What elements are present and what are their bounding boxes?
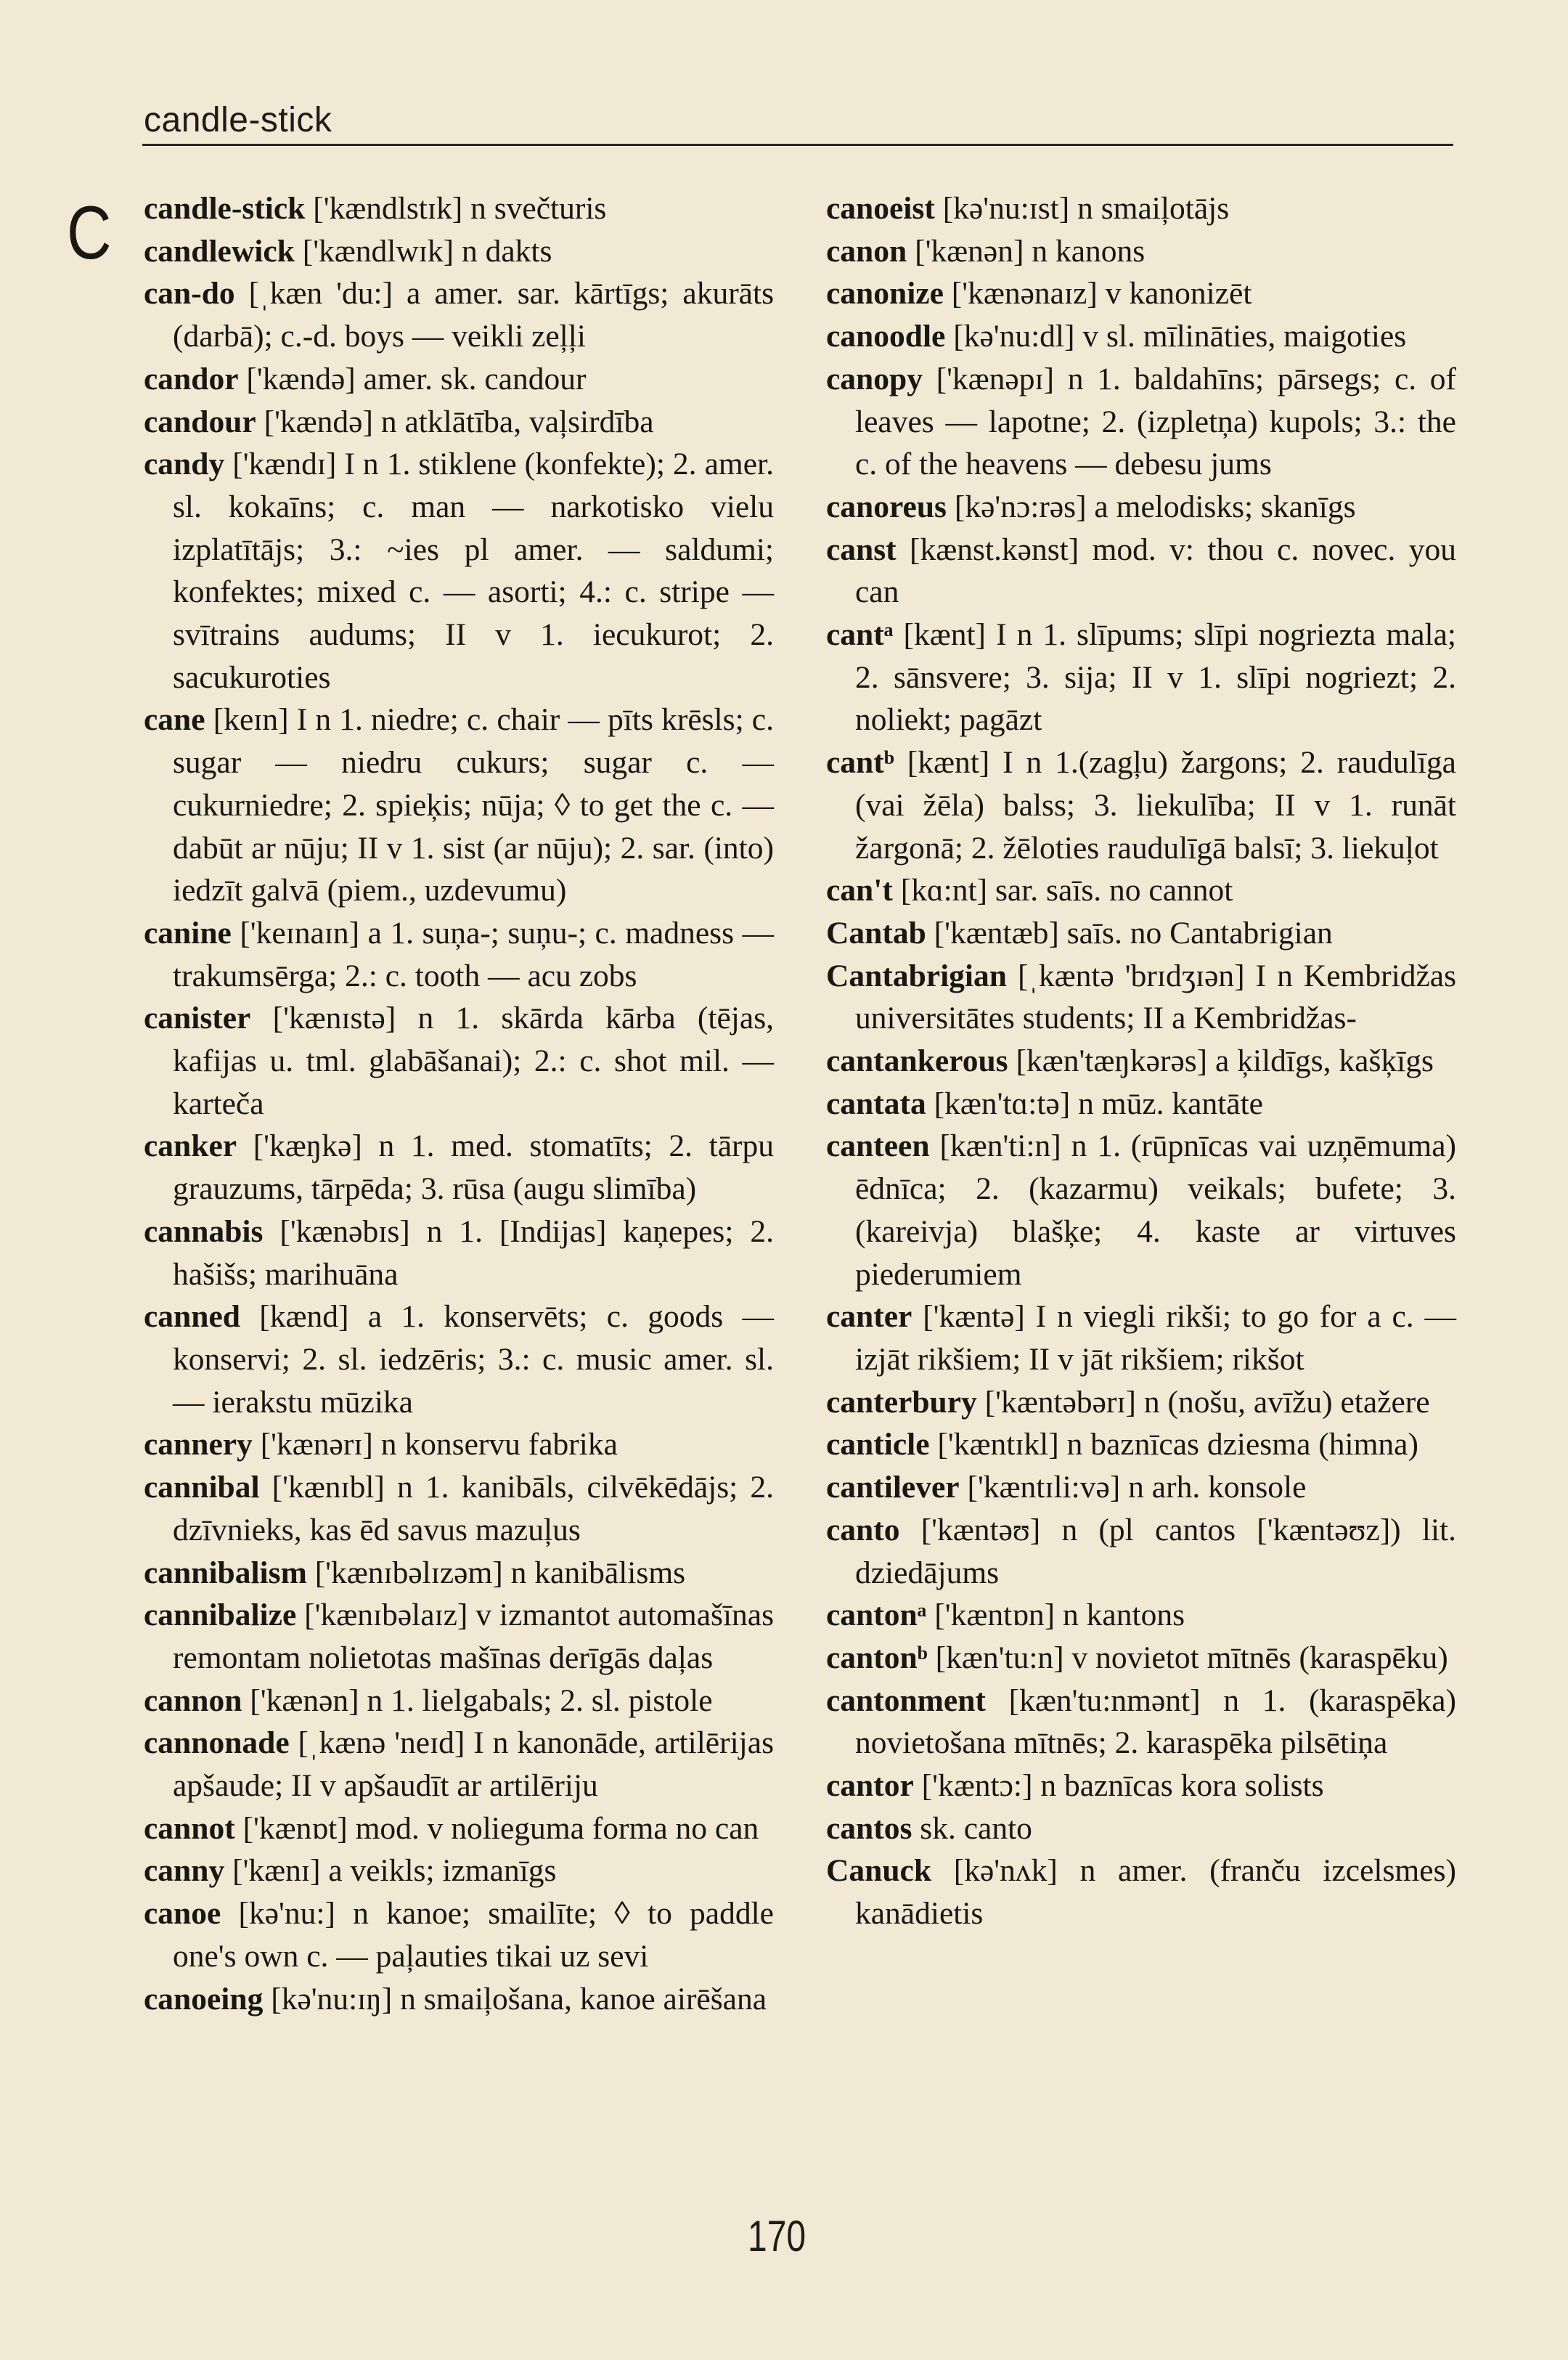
entry-headword: cantilever bbox=[826, 1470, 960, 1505]
dictionary-entry bbox=[826, 1381, 1456, 1424]
dictionary-entry bbox=[144, 699, 774, 912]
entry-headword: canst bbox=[826, 532, 897, 567]
entry-definition: ['keɪnaɪn] a 1. suņa-; suņu-; c. madness — trakumsērga; 2.: c. tooth — acu zobs bbox=[173, 915, 774, 993]
entry-definition: [kænst.kənst] mod. v: thou c. novec. you can bbox=[855, 532, 1456, 610]
entry-definition: [kæn'tu:n] v novietot mītnēs (karaspēku) bbox=[927, 1640, 1448, 1675]
entry-headword: cantor bbox=[826, 1768, 914, 1804]
entry-definition: ['kændɪ] I n 1. stiklene (konfekte); 2. amer. sl. kokaīns; c. man — narkotisko vielu izplatītājs; 3.: ~ies pl amer. — saldumi; konfektes; mixed c. — asorti; 4.: c. stripe — svītrains audums; II v 1. iecukurot; 2. sacukuroties bbox=[173, 447, 774, 695]
dictionary-entry bbox=[144, 1210, 774, 1295]
entry-headword: canopy bbox=[826, 361, 923, 396]
entry-headword: candy bbox=[144, 447, 225, 482]
entry-definition: ['kænɪbl] n 1. kanibāls, cilvēkēdājs; 2. dzīvnieks, kas ēd savus mazuļus bbox=[173, 1470, 774, 1547]
entry-headword: canon bbox=[826, 233, 907, 269]
dictionary-entry bbox=[826, 1125, 1456, 1295]
entry-definition: ['kæntə] I n viegli rikši; to go for a c. — izjāt rikšiem; II v jāt rikšiem; rikšot bbox=[855, 1299, 1456, 1377]
entry-headword: canonize bbox=[826, 276, 944, 312]
entry-headword: cannon bbox=[144, 1682, 242, 1718]
dictionary-entry bbox=[144, 272, 774, 357]
running-head: candle-stick bbox=[144, 101, 332, 139]
dictionary-entry bbox=[826, 1637, 1456, 1680]
entry-headword: Canuck bbox=[826, 1853, 932, 1889]
dictionary-entry bbox=[826, 1850, 1456, 1934]
entry-definition: [kæn'tæŋkərəs] a ķildīgs, kašķīgs bbox=[1008, 1043, 1434, 1079]
entry-headword: canoe bbox=[144, 1896, 221, 1932]
entry-headword: cantᵃ bbox=[826, 617, 894, 653]
entry-definition: [kə'nu:ɪst] n smaiļotājs bbox=[934, 191, 1230, 226]
dictionary-entry bbox=[826, 614, 1456, 741]
dictionary-entry bbox=[144, 187, 774, 230]
entry-headword: canter bbox=[826, 1299, 912, 1335]
dictionary-entry bbox=[144, 1125, 774, 1210]
dictionary-entry bbox=[826, 741, 1456, 869]
header-rule bbox=[142, 144, 1453, 146]
dictionary-entry bbox=[144, 912, 774, 997]
dictionary-entry bbox=[144, 443, 774, 699]
entry-headword: Cantabrigian bbox=[826, 958, 1007, 993]
entry-headword: canoreus bbox=[826, 489, 947, 524]
entry-headword: cannot bbox=[144, 1810, 235, 1846]
dictionary-entry bbox=[144, 1807, 774, 1850]
entry-definition: ['kænəbɪs] n 1. [Indijas] kaņepes; 2. hašišs; marihuāna bbox=[173, 1213, 774, 1292]
entry-headword: candor bbox=[144, 361, 239, 396]
entry-definition: [kænt] I n 1. slīpums; slīpi nogriezta mala; 2. sānsvere; 3. sija; II v 1. slīpi nogriezt; 2. noliekt; pagāzt bbox=[855, 617, 1456, 738]
dictionary-entry bbox=[826, 912, 1456, 955]
entry-headword: canoeist bbox=[826, 191, 935, 226]
entry-headword: cannabis bbox=[144, 1213, 264, 1249]
dictionary-entry bbox=[826, 1680, 1456, 1765]
entry-headword: Cantab bbox=[826, 915, 926, 951]
entry-definition: [kæn'tɑ:tə] n mūz. kantāte bbox=[926, 1086, 1263, 1121]
letter-thumb-tab: C bbox=[67, 191, 112, 275]
entry-definition: [kænt] I n 1.(zagļu) žargons; 2. raudulīga (vai žēla) balss; 3. liekulība; II v 1. runāt žargonā; 2. žēloties raudulīgā balsī; 3. liekuļot bbox=[855, 745, 1456, 866]
entry-definition: [kæn'ti:n] n 1. (rūpnīcas vai uzņēmuma) ēdnīca; 2. (kazarmu) veikals; bufete; 3. (kareivja) blašķe; 4. kaste ar virtuves piederumiem bbox=[855, 1128, 1456, 1292]
dictionary-entry bbox=[144, 1423, 774, 1466]
dictionary-entry bbox=[144, 1552, 774, 1595]
entry-headword: cantonᵃ bbox=[826, 1598, 927, 1633]
entry-definition: [kə'nɔ:rəs] a melodisks; skanīgs bbox=[946, 489, 1356, 524]
entry-headword: cane bbox=[144, 702, 205, 738]
entry-definition: ['kændə] amer. sk. candour bbox=[238, 361, 587, 396]
entry-headword: canine bbox=[144, 915, 232, 951]
entry-definition: ['kæntɪkl] n baznīcas dziesma (himna) bbox=[929, 1427, 1418, 1462]
dictionary-entry bbox=[144, 1680, 774, 1722]
dictionary-entry bbox=[144, 1594, 774, 1679]
dictionary-entry bbox=[826, 1295, 1456, 1380]
entry-headword: cannibalize bbox=[144, 1598, 297, 1633]
entry-headword: canterbury bbox=[826, 1384, 977, 1420]
dictionary-entry bbox=[826, 187, 1456, 230]
dictionary-entry bbox=[826, 1594, 1456, 1637]
entry-definition: [ˌkæn 'du:] a amer. sar. kārtīgs; akurāts (darbā); c.-d. boys — veikli zeļļi bbox=[173, 276, 774, 354]
dictionary-entry bbox=[144, 230, 774, 273]
entry-headword: canned bbox=[144, 1299, 240, 1335]
entry-headword: canker bbox=[144, 1128, 237, 1164]
entry-headword: canoeing bbox=[144, 1981, 264, 2017]
entry-definition: [kə'nu:dl] v sl. mīlināties, maigoties bbox=[945, 319, 1407, 354]
entry-definition: ['kænɪ] a veikls; izmanīgs bbox=[224, 1853, 557, 1889]
entry-headword: candlewick bbox=[144, 233, 295, 269]
entry-definition: ['kændə] n atklātība, vaļsirdība bbox=[256, 404, 654, 439]
dictionary-entry bbox=[144, 1892, 774, 1977]
entry-definition: ['kæntəʊ] n (pl cantos ['kæntəʊz]) lit. dziedājums bbox=[855, 1512, 1456, 1590]
entry-headword: canto bbox=[826, 1512, 900, 1547]
entry-definition: [ˌkænə 'neɪd] I n kanonāde, artilērijas apšaude; II v apšaudīt ar artilēriju bbox=[173, 1725, 774, 1804]
entry-definition: ['kænən] n 1. lielgabals; 2. sl. pistole bbox=[242, 1682, 713, 1718]
entry-headword: cantonment bbox=[826, 1682, 986, 1718]
entry-headword: canny bbox=[144, 1853, 225, 1889]
entry-headword: canteen bbox=[826, 1128, 930, 1164]
entry-definition: ['kæŋkə] n 1. med. stomatīts; 2. tārpu grauzums, tārpēda; 3. rūsa (augu slimība) bbox=[173, 1128, 774, 1207]
entry-definition: ['kænərɪ] n konservu fabrika bbox=[252, 1427, 618, 1462]
entry-definition: ['kænɪbəlaɪz] v izmantot automašīnas remontam nolietotas mašīnas derīgās daļas bbox=[173, 1598, 775, 1675]
dictionary-entry bbox=[144, 401, 774, 444]
dictionary-entry bbox=[826, 315, 1456, 358]
entry-definition: ['kænənaɪz] v kanonizēt bbox=[943, 276, 1252, 312]
dictionary-entry bbox=[826, 1509, 1456, 1594]
entry-definition: ['kænɪstə] n 1. skārda kārba (tējas, kafijas u. tml. glabāšanai); 2.: c. shot mil. — karteča bbox=[173, 1001, 774, 1121]
dictionary-entry bbox=[826, 529, 1456, 614]
entry-definition: ['kænɪbəlɪzəm] n kanibālisms bbox=[306, 1555, 686, 1590]
page-number: 170 bbox=[748, 2212, 807, 2261]
dictionary-entry bbox=[826, 486, 1456, 529]
entry-definition: ['kændlstɪk] n svečturis bbox=[305, 191, 607, 226]
entry-headword: cannibal bbox=[144, 1470, 260, 1505]
dictionary-entry bbox=[826, 1466, 1456, 1509]
dictionary-entry bbox=[144, 358, 774, 401]
entry-definition: ['kæntɪli:və] n arh. konsole bbox=[959, 1470, 1307, 1505]
entry-definition: ['kæntæb] saīs. no Cantabrigian bbox=[926, 915, 1333, 951]
dictionary-entry bbox=[826, 1807, 1456, 1850]
entry-headword: cantankerous bbox=[826, 1043, 1008, 1079]
entry-definition: ['kændlwɪk] n dakts bbox=[294, 233, 552, 269]
entry-headword: cannibalism bbox=[144, 1555, 307, 1590]
entry-headword: can-do bbox=[144, 276, 235, 312]
entry-definition: ['kæntɒn] n kantons bbox=[926, 1598, 1185, 1633]
entry-definition: ['kænɒt] mod. v nolieguma forma no can bbox=[234, 1810, 759, 1846]
left-column bbox=[144, 187, 774, 2020]
dictionary-entry bbox=[144, 1978, 774, 2021]
entry-definition: ['kænən] n kanons bbox=[907, 233, 1146, 269]
entry-headword: cannonade bbox=[144, 1725, 290, 1761]
entry-headword: canister bbox=[144, 1001, 251, 1036]
entry-headword: candour bbox=[144, 404, 256, 439]
entry-headword: cantonᵇ bbox=[826, 1640, 928, 1675]
entry-definition: [kə'nu:ɪŋ] n smaiļošana, kanoe airēšana bbox=[263, 1981, 767, 2017]
entry-definition: ['kæntɔ:] n baznīcas kora solists bbox=[913, 1768, 1324, 1804]
entry-definition: [kə'nʌk] n amer. (franču izcelsmes) kanādietis bbox=[855, 1853, 1456, 1932]
dictionary-entry bbox=[826, 1423, 1456, 1466]
entry-definition: [keɪn] I n 1. niedre; c. chair — pīts krēsls; c. sugar — niedru cukurs; sugar c. — cukurniedre; 2. spieķis; nūja; ◊ to get the c. — dabūt ar nūju; II v 1. sist (ar nūju); 2. sar. (into) iedzīt galvā (piem., uzdevumu) bbox=[173, 702, 774, 908]
entry-headword: cantos bbox=[826, 1810, 912, 1846]
dictionary-entry bbox=[826, 272, 1456, 315]
entry-definition: ['kæntəbərɪ] n (nošu, avīžu) etažere bbox=[976, 1384, 1430, 1420]
entry-headword: can't bbox=[826, 873, 893, 908]
entry-definition: [kæn'tu:nmənt] n 1. (karaspēka) novietošana mītnēs; 2. karaspēka pilsētiņa bbox=[855, 1682, 1456, 1761]
entry-headword: canoodle bbox=[826, 319, 946, 354]
entry-definition: ['kænəpɪ] n 1. baldahīns; pārsegs; c. of leaves — lapotne; 2. (izpletņa) kupols; 3.: the c. of the heavens — debesu jums bbox=[855, 361, 1456, 482]
dictionary-entry bbox=[826, 869, 1456, 912]
dictionary-entry bbox=[144, 1466, 774, 1551]
dictionary-entry bbox=[144, 1850, 774, 1892]
dictionary-entry bbox=[144, 997, 774, 1125]
entry-definition: [kænd] a 1. konservēts; c. goods — konservi; 2. sl. iedzēris; 3.: c. music amer. sl. — ierakstu mūzika bbox=[173, 1299, 774, 1420]
entry-headword: cannery bbox=[144, 1427, 253, 1462]
entry-definition: [kə'nu:] n kanoe; smailīte; ◊ to paddle one's own c. — paļauties tikai uz sevi bbox=[173, 1896, 774, 1974]
right-column bbox=[826, 187, 1456, 1935]
entry-definition: [kɑ:nt] sar. saīs. no cannot bbox=[892, 873, 1233, 908]
dictionary-entry bbox=[144, 1295, 774, 1423]
entry-headword: cantata bbox=[826, 1086, 926, 1121]
entry-headword: candle-stick bbox=[144, 191, 306, 226]
dictionary-entry bbox=[826, 955, 1456, 1040]
entry-headword: cantᵇ bbox=[826, 745, 894, 781]
dictionary-entry bbox=[826, 1040, 1456, 1083]
dictionary-entry bbox=[826, 1765, 1456, 1807]
dictionary-entry bbox=[826, 358, 1456, 486]
dictionary-entry bbox=[826, 1083, 1456, 1126]
dictionary-entry bbox=[144, 1722, 774, 1807]
entry-headword: canticle bbox=[826, 1427, 930, 1462]
dictionary-entry bbox=[826, 230, 1456, 273]
entry-definition: sk. canto bbox=[912, 1810, 1032, 1846]
entry-definition: [ˌkæntə 'brɪdʒɪən] I n Kembridžas universitātes students; II a Kembridžas- bbox=[855, 958, 1456, 1036]
